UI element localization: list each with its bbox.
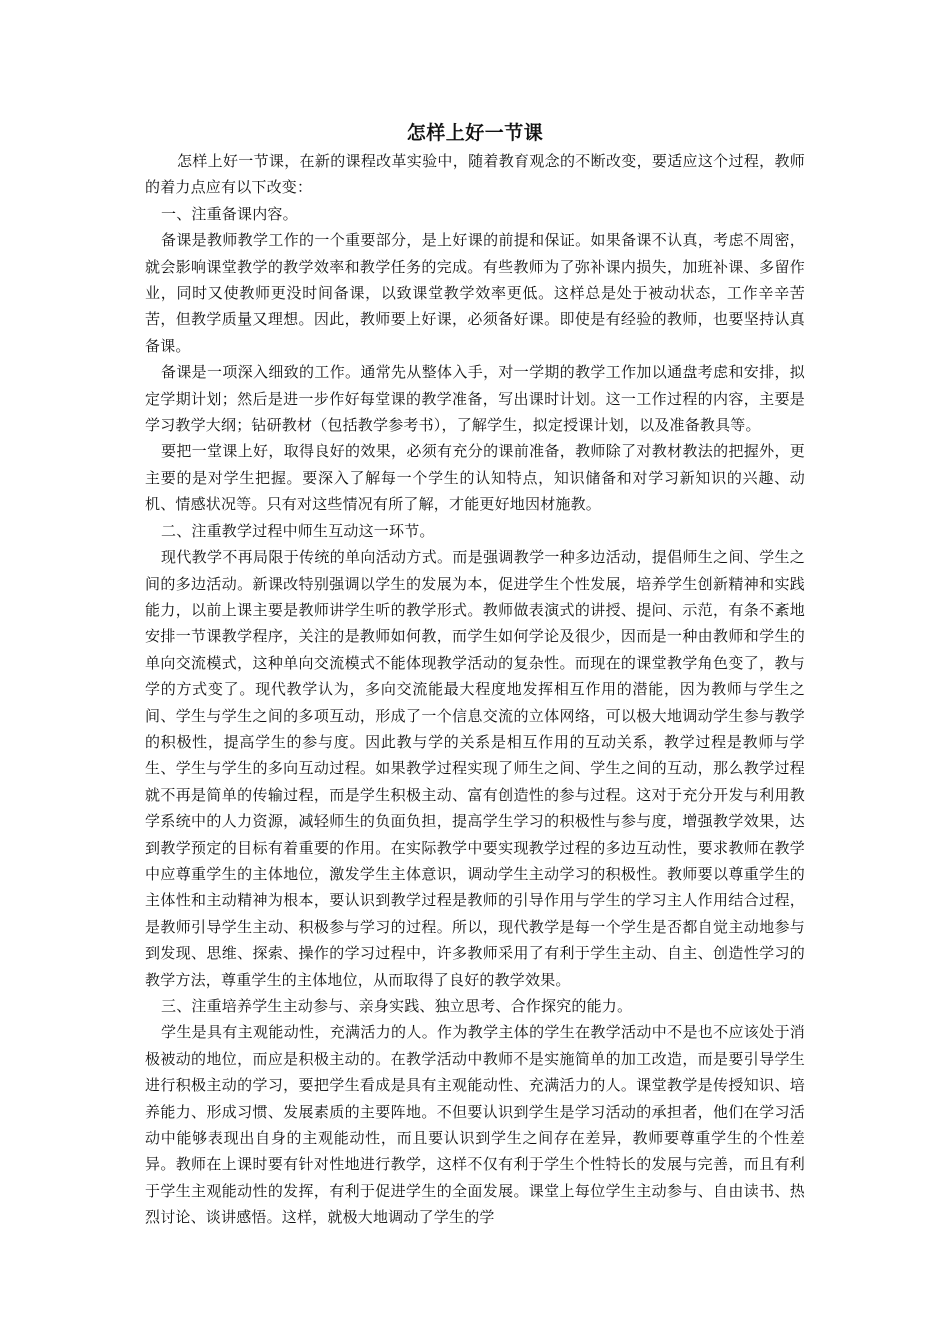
- document-title: 怎样上好一节课: [406, 122, 544, 144]
- section-heading-3: 三、注重培养学生主动参与、亲身实践、独立思考、合作探究的能力。: [161, 997, 633, 1015]
- paragraph: 学生是具有主观能动性，充满活力的人。作为教学主体的学生在教学活动中不是也不应该处于消极被动的地位，而应是积极主动的。在教学活动中教师不是实施简单的加工改造，而是要引导学生进行积极主动的学习，要把学生看成是具有主观能动性、充满活力的人。课堂教学是传授知识、培养能力、形成习惯、发展素质的主要阵地。不但要认识到学生是学习活动的承担者，他们在学习活动中能够表现出自身的主观能动性，而且要认识到学生之间存在差异，教师要尊重学生的个性差异。教师在上课时要有针对性地进行教学，这样不仅有利于学生个性特长的发展与完善，而且有利于学生主观能动性的发挥，有利于促进学生的全面发展。课堂上每位学生主动参与、自由读书、热烈讨论、谈讲感悟。这样，就极大地调动了学生的学: [145, 1023, 805, 1227]
- paragraph: 备课是一项深入细致的工作。通常先从整体入手，对一学期的教学工作加以通盘考虑和安排，拟定学期计划；然后是进一步作好每堂课的教学准备，写出课时计划。这一工作过程的内容，主要是学习教学大纲；钻研教材（包括教学参考书），了解学生，拟定授课计划，以及准备教具等。: [145, 363, 805, 435]
- section-heading-2: 二、注重教学过程中师生互动这一环节。: [161, 521, 435, 540]
- document-body: [145, 148, 805, 1231]
- paragraph: 备课是教师教学工作的一个重要部分，是上好课的前提和保证。如果备课不认真，考虑不周密，就会影响课堂教学的教学效率和教学任务的完成。有些教师为了弥补课内损失，加班补课、多留作业，同时又使教师更没时间备课，以致课堂教学效率更低。这样总是处于被动状态，工作辛辛苦苦，但教学质量又理想。因此，教师要上好课，必须备好课。即使是有经验的教师，也要坚持认真备课。: [145, 231, 805, 355]
- document-page: [145, 118, 805, 1231]
- section-heading-1: 一、注重备课内容。: [161, 204, 298, 223]
- paragraph-intro: 怎样上好一节课，在新的课程改革实验中，随着教育观念的不断改变，要适应这个过程，教师的着力点应有以下改变：: [145, 152, 805, 197]
- paragraph: 要把一堂课上好，取得良好的效果，必须有充分的课前准备，教师除了对教材教法的把握外，更主要的是对学生把握。要深入了解每一个学生的认知特点，知识储备和对学习新知识的兴趣、动机、情感状况等。只有对这些情况有所了解，才能更好地因材施教。: [145, 442, 805, 514]
- paragraph: 现代教学不再局限于传统的单向活动方式。而是强调教学一种多边活动，提倡师生之间、学生之间的多边活动。新课改特别强调以学生的发展为本，促进学生个性发展，培养学生创新精神和实践能力，以前上课主要是教师讲学生听的教学形式。教师做表演式的讲授、提问、示范，有条不紊地安排一节课教学程序，关注的是教师如何教，而学生如何学论及很少，因而是一种由教师和学生的单向交流模式，这种单向交流模式不能体现教学活动的复杂性。而现在的课堂教学角色变了，教与学的方式变了。现代教学认为，多向交流能最大程度地发挥相互作用的潜能，因为教师与学生之间、学生与学生之间的多项互动，形成了一个信息交流的立体网络，可以极大地调动学生参与教学的积极性，提高学生的参与度。因此教与学的关系是相互作用的互动关系，教学过程是教师与学生、学生与学生的多向互动过程。如果教学过程实现了师生之间、学生之间的互动，那么教学过程就不再是简单的传输过程，而是学生积极主动、富有创造性的参与过程。这对于充分开发与利用教学系统中的人力资源，减轻师生的负面负担，提高学生学习的积极性与参与度，增强教学效果，达到教学预定的目标有着重要的作用。在实际教学中要实现教学过程的多边互动性，要求教师在教学中应尊重学生的主体地位，激发学生主体意识，调动学生主动学习的积极性。教师要以尊重学生的主体性和主动精神为根本，要认识到教学过程是教师的引导作用与学生的学习主人作用结合过程，是教师引导学生主动、积极参与学习的过程。所以，现代教学是每一个学生是否都自觉主动地参与到发现、思维、探索、操作的学习过程中，许多教师采用了有利于学生主动、自主、创造性学习的教学方法，尊重学生的主体地位，从而取得了良好的教学效果。: [145, 548, 805, 989]
